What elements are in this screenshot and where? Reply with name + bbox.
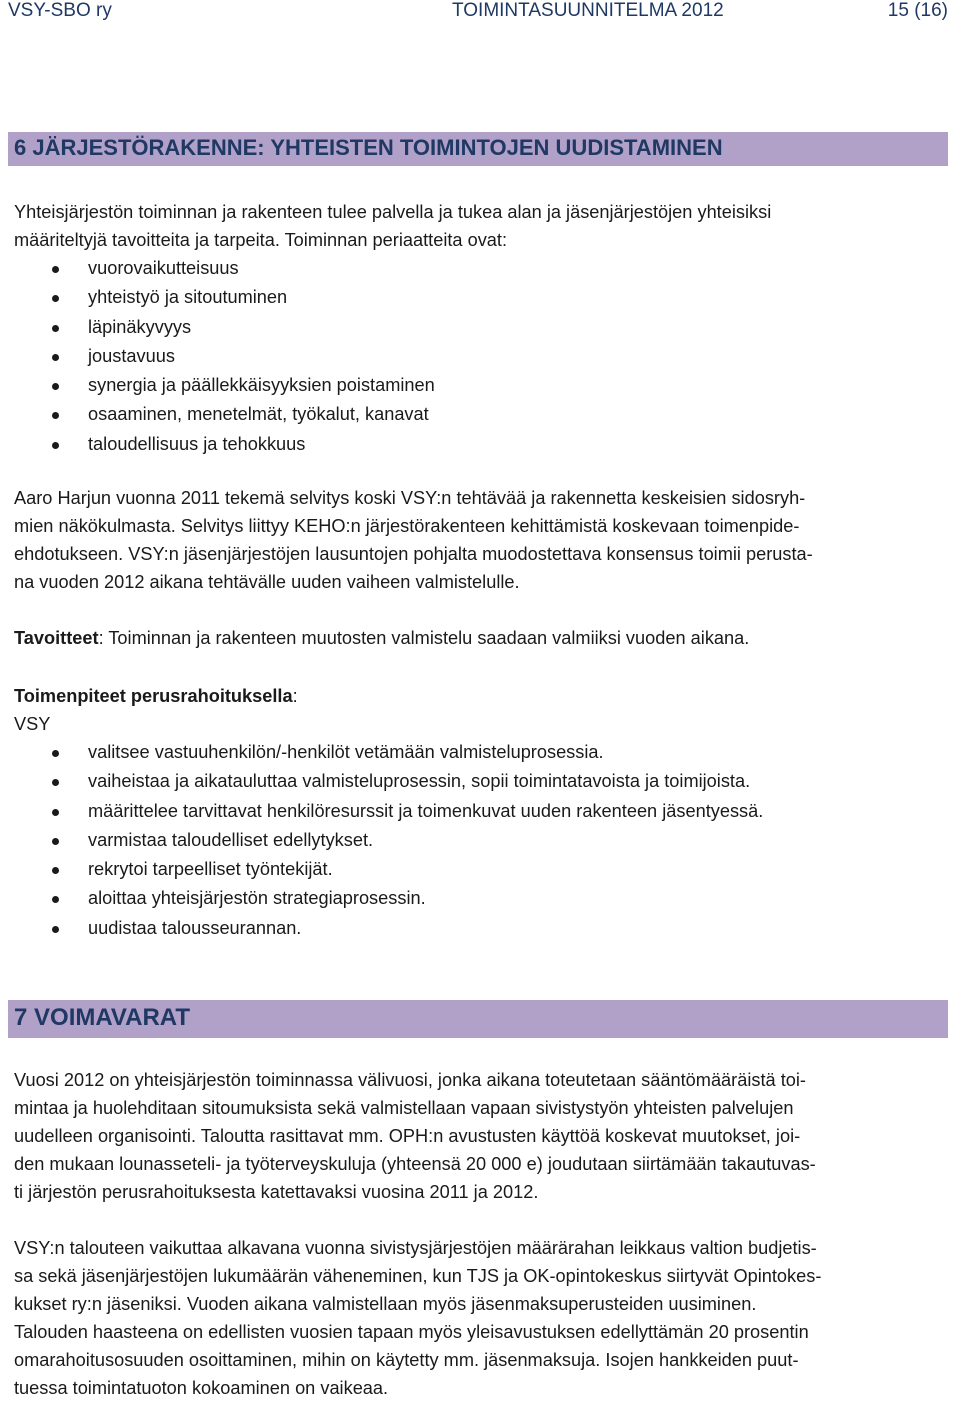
list-item: rekrytoi tarpeelliset työntekijät.: [0, 855, 930, 884]
goals-paragraph: [14, 624, 944, 652]
header-org: VSY-SBO ry: [8, 0, 112, 21]
section-6-intro: [14, 198, 944, 254]
list-item: taloudellisuus ja tehokkuus: [0, 430, 930, 459]
paragraph-line: na vuoden 2012 aikana tehtävälle uuden vaiheen valmistelulle.: [14, 572, 520, 592]
paragraph-line: Vuosi 2012 on yhteisjärjestön toiminnassa välivuosi, jonka aikana toteutetaan sääntömääräistä toi-: [14, 1070, 806, 1090]
list-item: yhteistyö ja sitoutuminen: [0, 283, 930, 312]
paragraph-line: Aaro Harjun vuonna 2011 tekemä selvitys koski VSY:n tehtävää ja rakennetta keskeisien sidosryh-: [14, 488, 806, 508]
paragraph-line: tuessa toimintatuoton kokoaminen on vaikeaa.: [14, 1378, 389, 1398]
goals-label: Tavoitteet: [14, 628, 99, 648]
list-item: valitsee vastuuhenkilön/-henkilöt vetämään valmisteluprosessia.: [0, 738, 930, 767]
list-item: määrittelee tarvittavat henkilöresurssit ja toimenkuvat uuden rakenteen jäsentyessä.: [0, 797, 930, 826]
section-6-heading: 6 JÄRJESTÖRAKENNE: YHTEISTEN TOIMINTOJEN UUDISTAMINEN: [14, 135, 723, 160]
resources-paragraph-1: [14, 1066, 944, 1206]
paragraph-line: sa sekä jäsenjärjestöjen lukumäärän väheneminen, kun TJS ja OK-opintokeskus siirtyvät Opintokes-: [14, 1266, 822, 1286]
paragraph-line: kukset ry:n jäseniksi. Vuoden aikana valmistellaan myös jäsenmaksuperusteiden uusiminen.: [14, 1294, 757, 1314]
list-item: varmistaa taloudelliset edellytykset.: [0, 826, 930, 855]
paragraph-line: mien näkökulmasta. Selvitys liittyy KEHO:n järjestörakenteen kehittämistä koskevaan toimenpide-: [14, 516, 800, 536]
list-item: läpinäkyvyys: [0, 313, 930, 342]
resources-paragraph-2: [14, 1234, 944, 1402]
measures-block: [14, 682, 944, 738]
intro-line: Yhteisjärjestön toiminnan ja rakenteen tulee palvella ja tukea alan ja jäsenjärjestöjen yhteisiksi: [14, 202, 772, 222]
paragraph-line: ehdotukseen. VSY:n jäsenjärjestöjen lausuntojen pohjalta muodostettava konsensus toimii perusta-: [14, 544, 813, 564]
study-paragraph: [14, 484, 944, 596]
page-header: [0, 0, 960, 24]
principles-list: [0, 254, 930, 459]
paragraph-line: VSY:n talouteen vaikuttaa alkavana vuonna sivistysjärjestöjen määrärahan leikkaus valtion budjetis-: [14, 1238, 817, 1258]
list-item: vuorovaikutteisuus: [0, 254, 930, 283]
goals-text: : Toiminnan ja rakenteen muutosten valmistelu saadaan valmiiksi vuoden aikana.: [98, 628, 750, 648]
list-item: vaiheistaa ja aikatauluttaa valmisteluprosessin, sopii toimintatavoista ja toimijoista.: [0, 767, 930, 796]
list-item: synergia ja päällekkäisyyksien poistaminen: [0, 371, 930, 400]
section-6-heading-band: [8, 132, 948, 166]
section-7-heading-band: [8, 1000, 948, 1038]
paragraph-line: Talouden haasteena on edellisten vuosien tapaan myös yleisavustuksen edellyttämän 20 prosentin: [14, 1322, 809, 1342]
paragraph-line: ti järjestön perusrahoituksesta katettavaksi vuosina 2011 ja 2012.: [14, 1182, 539, 1202]
header-page-number: 15 (16): [887, 0, 948, 21]
list-item: osaaminen, menetelmät, työkalut, kanavat: [0, 400, 930, 429]
paragraph-line: den mukaan lounasseteli- ja työterveyskuluja (yhteensä 20 000 e) joudutaan siirtämään takautuvas-: [14, 1154, 816, 1174]
actions-list: [0, 738, 930, 943]
measures-label: Toimenpiteet perusrahoituksella: [14, 686, 293, 706]
measures-colon: :: [292, 686, 298, 706]
list-item: uudistaa talousseurannan.: [0, 914, 930, 943]
paragraph-line: omarahoitusosuuden osoittaminen, mihin on käytetty mm. jäsenmaksuja. Isojen hankkeiden puut-: [14, 1350, 799, 1370]
section-7-heading: 7 VOIMAVARAT: [14, 1004, 191, 1031]
list-item: aloittaa yhteisjärjestön strategiaprosessin.: [0, 884, 930, 913]
paragraph-line: uudelleen organisointi. Taloutta rasittavat mm. OPH:n avustusten käyttöä koskevat muutokset, joi-: [14, 1126, 801, 1146]
intro-line: määriteltyjä tavoitteita ja tarpeita. Toiminnan periaatteita ovat:: [14, 230, 508, 250]
paragraph-line: mintaa ja huolehditaan sitoumuksista sekä valmistellaan vapaan sivistystyön yhteisten palvelujen: [14, 1098, 794, 1118]
list-item: joustavuus: [0, 342, 930, 371]
header-doc-title: TOIMINTASUUNNITELMA 2012: [452, 0, 724, 21]
measures-actor: VSY: [14, 714, 51, 734]
